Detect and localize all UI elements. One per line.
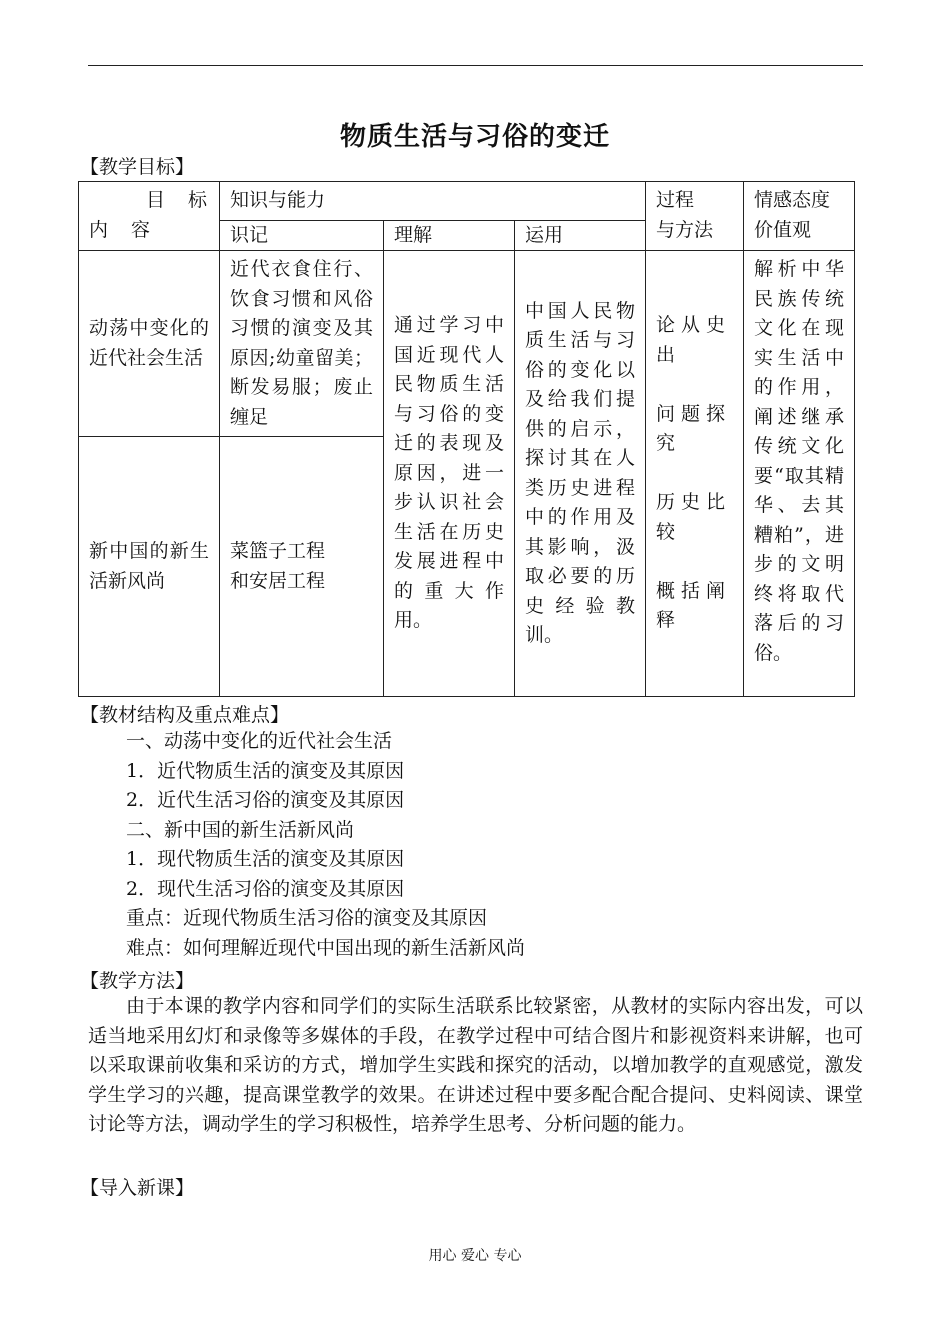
structure-item: 1．现代物质生活的演变及其原因 [126,848,405,870]
emotion-text: 解析中华民族传统文化在现实生活中的作用，阐述继承传统文化要“取其精华、去其糟粕”，进步的文明终将取代落后的习俗。 [744,251,855,697]
section-heading-method: 【教学方法】 [80,970,195,992]
difficult-point: 难点：如何理解近现代中国出现的新生活新风尚 [126,937,526,959]
structure-item: 2．现代生活习俗的演变及其原因 [126,878,405,900]
method-paragraph: 由于本课的教学内容和同学们的实际生活联系比较紧密，从教材的实际内容出发，可以适当地采用幻灯和录像等多媒体的手段，在教学过程中可结合图片和影视资料来讲解，也可以采取课前收集和采访的方式，增加学生实践和探究的活动，以增加教学的直观感觉，激发学生学习的兴趣，提高课堂教学的效果。在讲述过程中要多配合配合提问、史料阅读、课堂讨论等方法，调动学生的学习积极性，培养学生思考、分析问题的能力。 [88,995,863,1135]
header-emotion: 情感态度价值观 [744,182,855,251]
process-text: 论从史出 问题探究 历史比较 概括阐释 [646,251,744,697]
header-understand: 理解 [384,220,515,251]
key-point: 重点：近现代物质生活习俗的演变及其原因 [126,907,488,929]
header-recall: 识记 [220,220,384,251]
objectives-table [78,181,855,697]
row1-recall: 近代衣食住行、饮食习惯和风俗习惯的演变及其原因;幼童留美；断发易服；废止缠足 [220,251,384,437]
header-corner-cell [79,182,220,251]
structure-item: 1．近代物质生活的演变及其原因 [126,760,405,782]
row1-content: 动荡中变化的近代社会生活 [79,251,220,437]
header-apply: 运用 [515,220,646,251]
understand-text: 通过学习中国近现代人民物质生活与习俗的变迁的表现及原因，进一步认识社会生活在历史发展进程中的重大作用。 [384,251,515,697]
structure-item: 二、新中国的新生活新风尚 [126,819,355,841]
apply-text: 中国人民物质生活与习俗的变化以及给我们提供的启示，探讨其在人类历史进程中的作用及其影响，汲取必要的历史经验教训。 [515,251,646,697]
row2-recall: 菜篮子工程 和安居工程 [220,437,384,697]
header-rule [88,65,863,66]
section-heading-goals: 【教学目标】 [80,156,195,178]
structure-item: 一、动荡中变化的近代社会生活 [126,730,393,752]
header-knowledge: 知识与能力 [220,182,646,221]
header-content-label: 内 容 [89,218,153,241]
section-heading-structure: 【教材结构及重点难点】 [80,704,290,726]
row2-content: 新中国的新生活新风尚 [79,437,220,697]
structure-item: 2．近代生活习俗的演变及其原因 [126,789,405,811]
section-heading-intro: 【导入新课】 [80,1177,195,1199]
page-footer: 用心 爱心 专心 [428,1248,522,1264]
header-process: 过程 与方法 [646,182,744,251]
header-goal-label: 目 标 [145,189,209,211]
page-title: 物质生活与习俗的变迁 [339,122,610,152]
